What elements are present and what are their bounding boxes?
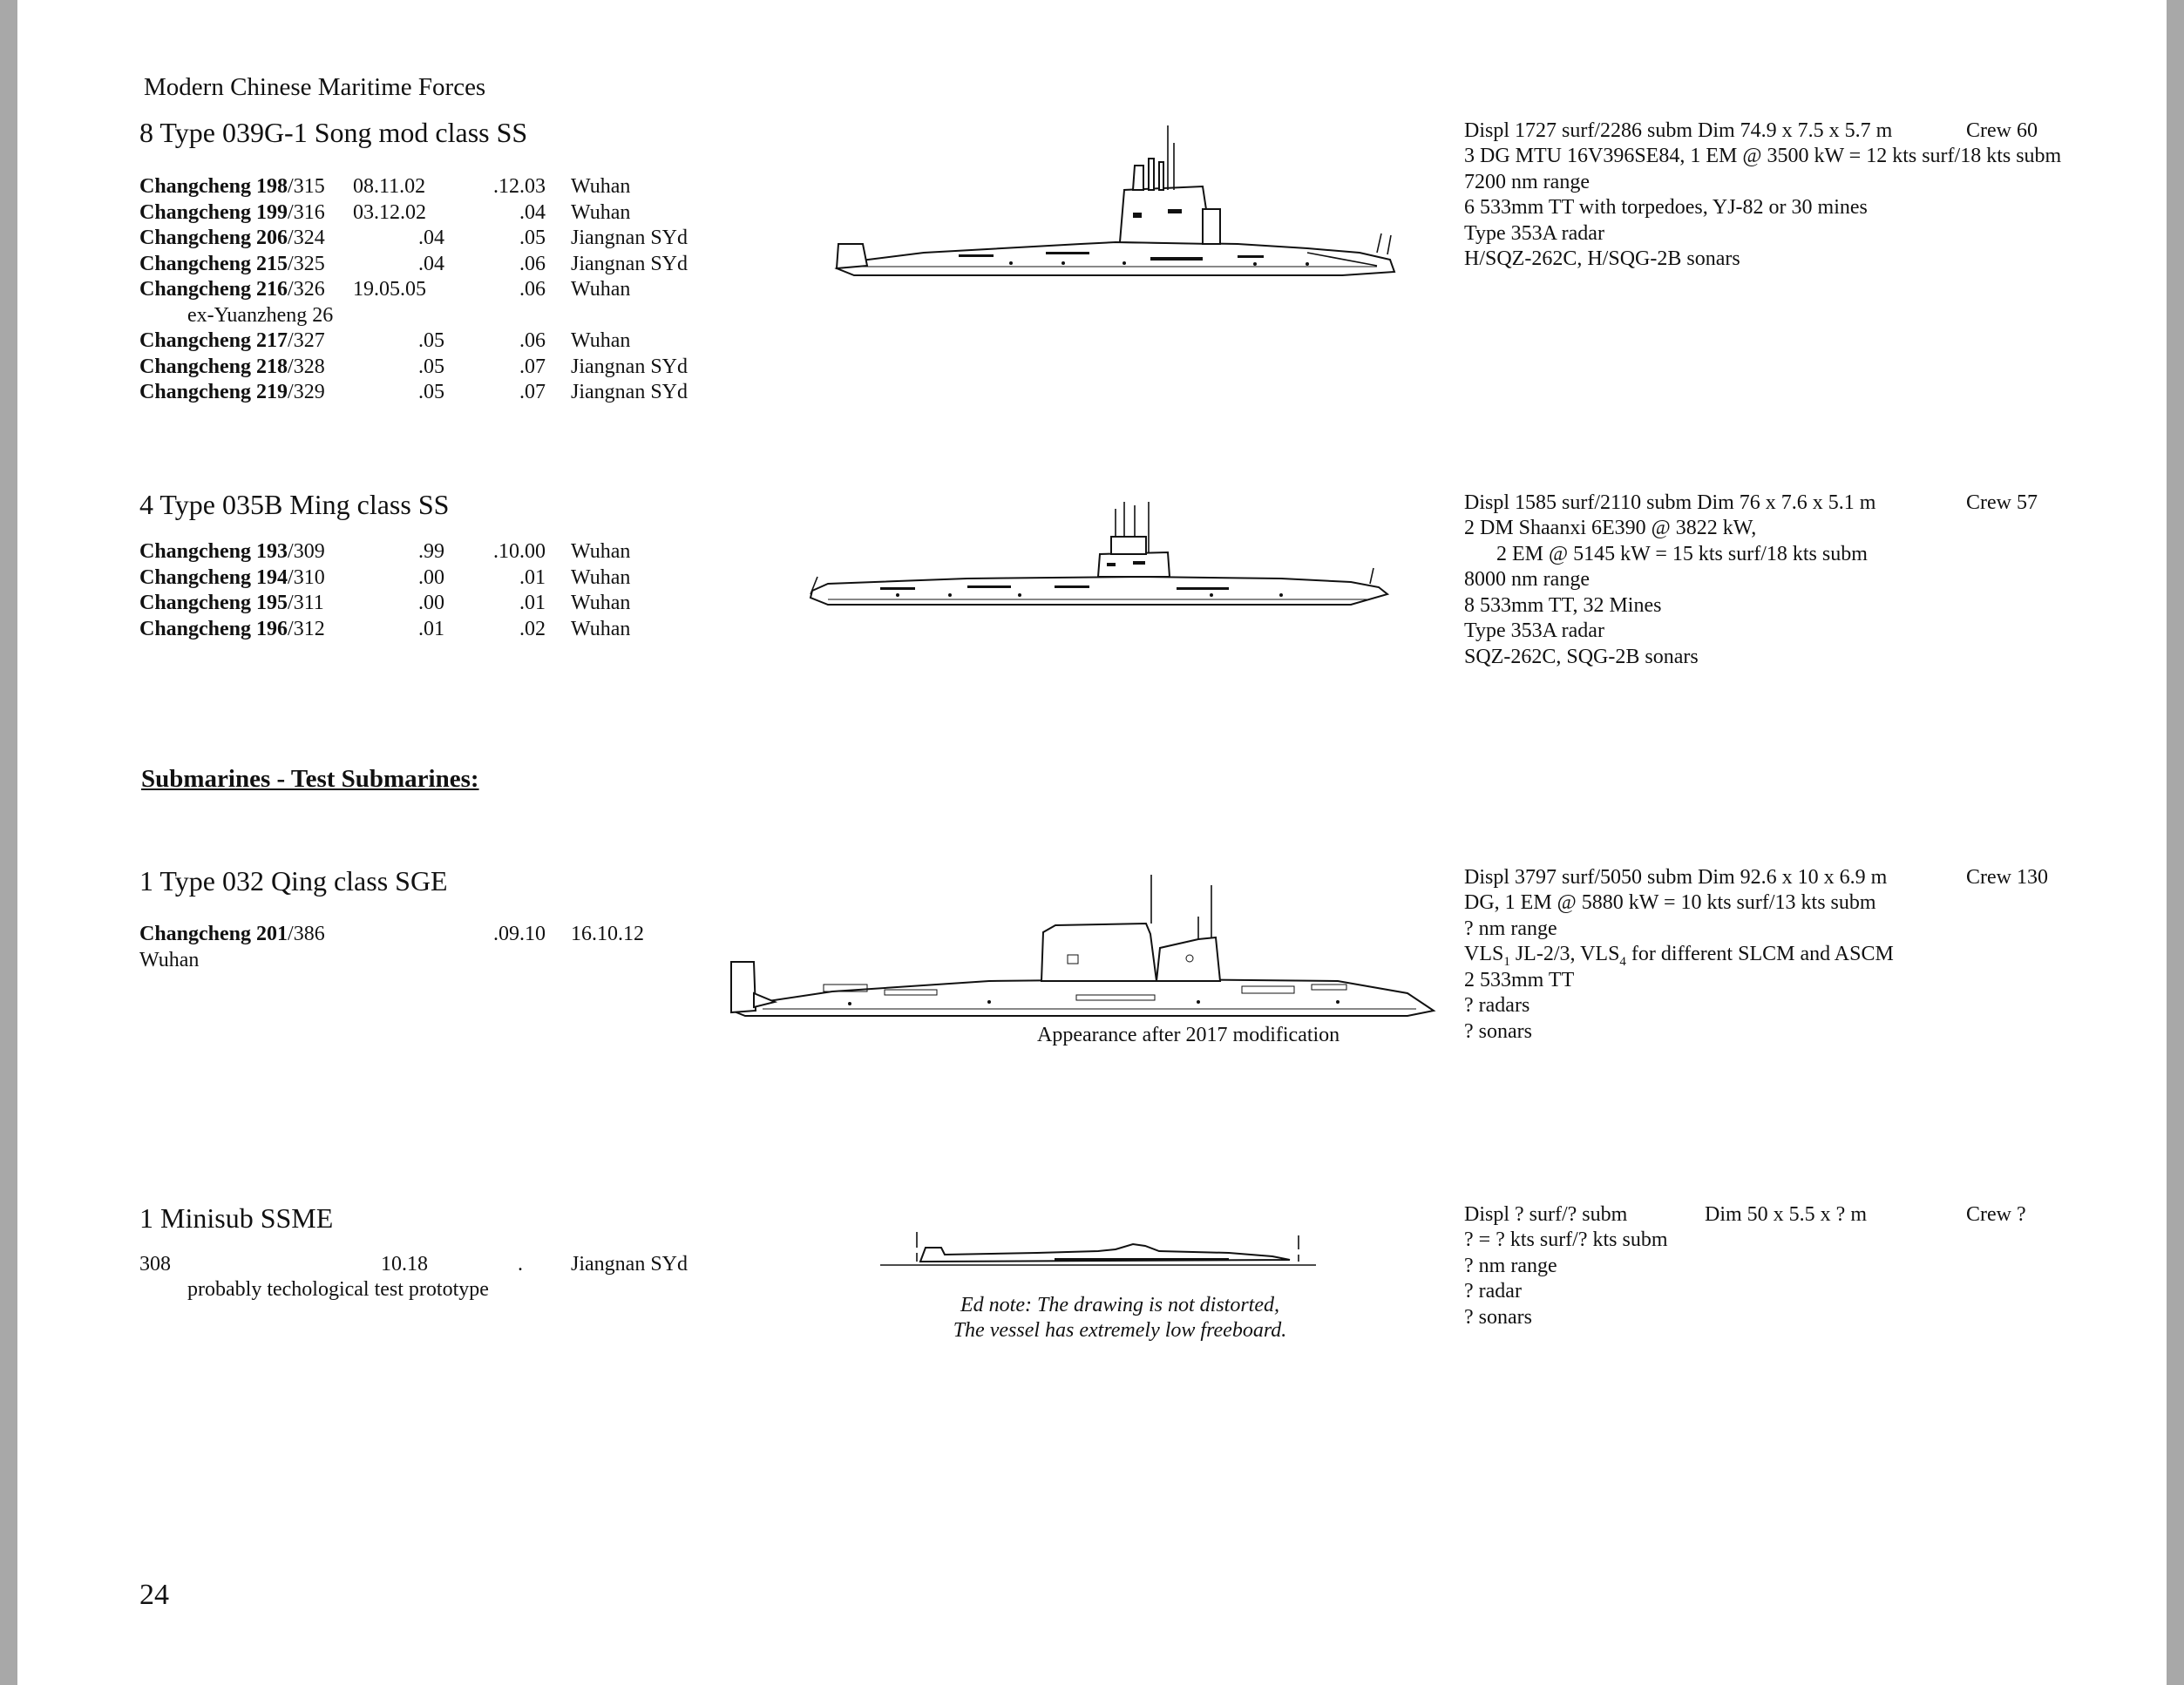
spec-line: 8 533mm TT, 32 Mines xyxy=(1464,594,1662,617)
ship-row: Changcheng 194/310 xyxy=(139,566,325,589)
ship-yard: Wuhan xyxy=(571,566,631,589)
ship-laid: 03.12.02 xyxy=(353,201,426,224)
ship-yard: Jiangnan SYd xyxy=(571,227,688,249)
ship-row: Changcheng 218/328 xyxy=(139,355,325,378)
ship-yard: Jiangnan SYd xyxy=(571,1253,688,1276)
ship-laid: .00 xyxy=(418,592,444,614)
running-header: Modern Chinese Maritime Forces xyxy=(144,73,486,101)
section-heading: Submarines - Test Submarines: xyxy=(141,765,479,793)
ship-laid: 08.11.02 xyxy=(353,175,426,198)
ship-yard: Wuhan xyxy=(571,592,631,614)
ship-yard: Wuhan xyxy=(571,618,631,640)
ship-laid: .05 xyxy=(418,381,444,403)
ship-row: Changcheng 206/324 xyxy=(139,227,325,249)
ship-comm: .09.10 xyxy=(493,923,546,945)
spec-line: H/SQZ-262C, H/SQG-2B sonars xyxy=(1464,247,1740,270)
spec-line: 8000 nm range xyxy=(1464,568,1590,591)
ship-row: Changcheng 215/325 xyxy=(139,253,325,275)
ship-yard: 16.10.12 xyxy=(571,923,644,945)
ship-laid: .04 xyxy=(418,253,444,275)
ship-comm: .10.00 xyxy=(493,540,546,563)
ship-laid: .99 xyxy=(418,540,444,563)
ship-yard: Wuhan xyxy=(571,201,631,224)
ship-comm: .04 xyxy=(519,201,546,224)
spec-line: 6 533mm TT with torpedoes, YJ-82 or 30 mines xyxy=(1464,196,1868,219)
ship-row: Changcheng 195/311 xyxy=(139,592,324,614)
spec-line: ? = ? kts surf/? kts subm xyxy=(1464,1228,1668,1251)
ship-comm: .07 xyxy=(519,355,546,378)
ship-hull: 308 xyxy=(139,1253,171,1276)
spec-line: Displ 1585 surf/2110 subm Dim 76 x 7.6 x 5.1 m xyxy=(1464,491,1876,514)
crew-count: Crew 60 xyxy=(1966,119,2038,142)
ship-laid: 19.05.05 xyxy=(353,278,426,301)
ship-row: Changcheng 193/309 xyxy=(139,540,325,563)
ming-submarine-drawing xyxy=(793,497,1403,614)
spec-line: 2 EM @ 5145 kW = 15 kts surf/18 kts subm xyxy=(1496,543,1868,565)
ship-yard: Wuhan xyxy=(571,540,631,563)
ship-laid: .04 xyxy=(418,227,444,249)
ship-row: Changcheng 201/386 xyxy=(139,923,325,945)
ship-comm: .07 xyxy=(519,381,546,403)
ship-row: Changcheng 198/315 xyxy=(139,175,325,198)
spec-line: DG, 1 EM @ 5880 kW = 10 kts surf/13 kts subm xyxy=(1464,891,1876,914)
ship-comm: .02 xyxy=(519,618,546,640)
spec-line: 2 DM Shaanxi 6E390 @ 3822 kW, xyxy=(1464,517,1757,539)
ship-comm: .06 xyxy=(519,329,546,352)
spec-line: ? nm range xyxy=(1464,1255,1557,1277)
page-number: 24 xyxy=(139,1579,169,1611)
spec-line: SQZ-262C, SQG-2B sonars xyxy=(1464,646,1699,668)
ship-laid: .00 xyxy=(418,566,444,589)
drawing-note-1: Ed note: The drawing is not distorted, xyxy=(960,1294,1279,1316)
ship-row: Changcheng 219/329 xyxy=(139,381,325,403)
ship-comm: .01 xyxy=(519,566,546,589)
class-title-qing: 1 Type 032 Qing class SGE xyxy=(139,865,448,897)
ship-yard: Jiangnan SYd xyxy=(571,381,688,403)
ship-laid: .05 xyxy=(418,329,444,352)
ship-laid: 10.18 xyxy=(381,1253,428,1276)
spec-line: ? sonars xyxy=(1464,1306,1532,1329)
ship-yard-line: Wuhan xyxy=(139,949,200,971)
qing-submarine-drawing xyxy=(710,871,1442,1024)
ship-comm: .12.03 xyxy=(493,175,546,198)
spec-line: ? sonars xyxy=(1464,1020,1532,1043)
song-submarine-drawing xyxy=(819,122,1429,288)
spec-line: ? radars xyxy=(1464,994,1530,1017)
crew-count: Crew 130 xyxy=(1966,866,2048,889)
ship-row: Changcheng 199/316 xyxy=(139,201,325,224)
class-title-song: 8 Type 039G-1 Song mod class SS xyxy=(139,117,528,148)
spec-line: Displ 1727 surf/2286 subm Dim 74.9 x 7.5 x 5.7 m xyxy=(1464,119,1893,142)
spec-line: ? nm range xyxy=(1464,917,1557,940)
spec-line-vls: $VLS_1$ JL-2/3, $VLS_4$ for different SLCM and ASCM xyxy=(1464,943,1894,969)
spec-line: Type 353A radar xyxy=(1464,222,1604,245)
spec-displ: Displ ? surf/? subm xyxy=(1464,1203,1628,1226)
ship-yard: Wuhan xyxy=(571,278,631,301)
ship-yard: Wuhan xyxy=(571,329,631,352)
ship-note: probably techological test prototype xyxy=(187,1278,489,1301)
crew-count: Crew ? xyxy=(1966,1203,2026,1226)
ship-comm: .05 xyxy=(519,227,546,249)
spec-line: ? radar xyxy=(1464,1280,1522,1303)
ship-comm: .01 xyxy=(519,592,546,614)
spec-line: Type 353A radar xyxy=(1464,619,1604,642)
minisub-drawing xyxy=(880,1227,1333,1270)
spec-line: 7200 nm range xyxy=(1464,171,1590,193)
ship-note: ex-Yuanzheng 26 xyxy=(187,304,334,327)
spec-line: 3 DG MTU 16V396SE84, 1 EM @ 3500 kW = 12 kts surf/18 kts subm xyxy=(1464,145,2062,167)
drawing-note-2: The vessel has extremely low freeboard. xyxy=(953,1319,1287,1342)
ship-laid: .05 xyxy=(418,355,444,378)
ship-row: Changcheng 217/327 xyxy=(139,329,325,352)
ship-yard: Jiangnan SYd xyxy=(571,253,688,275)
ship-yard: Jiangnan SYd xyxy=(571,355,688,378)
ship-row: Changcheng 216/326 xyxy=(139,278,325,301)
class-title-ming: 4 Type 035B Ming class SS xyxy=(139,489,450,520)
ship-comm: .06 xyxy=(519,253,546,275)
spec-dim: Dim 50 x 5.5 x ? m xyxy=(1705,1203,1867,1226)
drawing-caption: Appearance after 2017 modification xyxy=(1037,1024,1340,1046)
ship-yard: Wuhan xyxy=(571,175,631,198)
spec-line: Displ 3797 surf/5050 subm Dim 92.6 x 10 x 6.9 m xyxy=(1464,866,1888,889)
ship-comm: .06 xyxy=(519,278,546,301)
ship-laid: .01 xyxy=(418,618,444,640)
crew-count: Crew 57 xyxy=(1966,491,2038,514)
ship-row: Changcheng 196/312 xyxy=(139,618,325,640)
ship-comm: . xyxy=(518,1253,523,1276)
class-title-minisub: 1 Minisub SSME xyxy=(139,1202,334,1234)
document-page xyxy=(17,0,2167,1685)
spec-line: 2 533mm TT xyxy=(1464,969,1575,991)
